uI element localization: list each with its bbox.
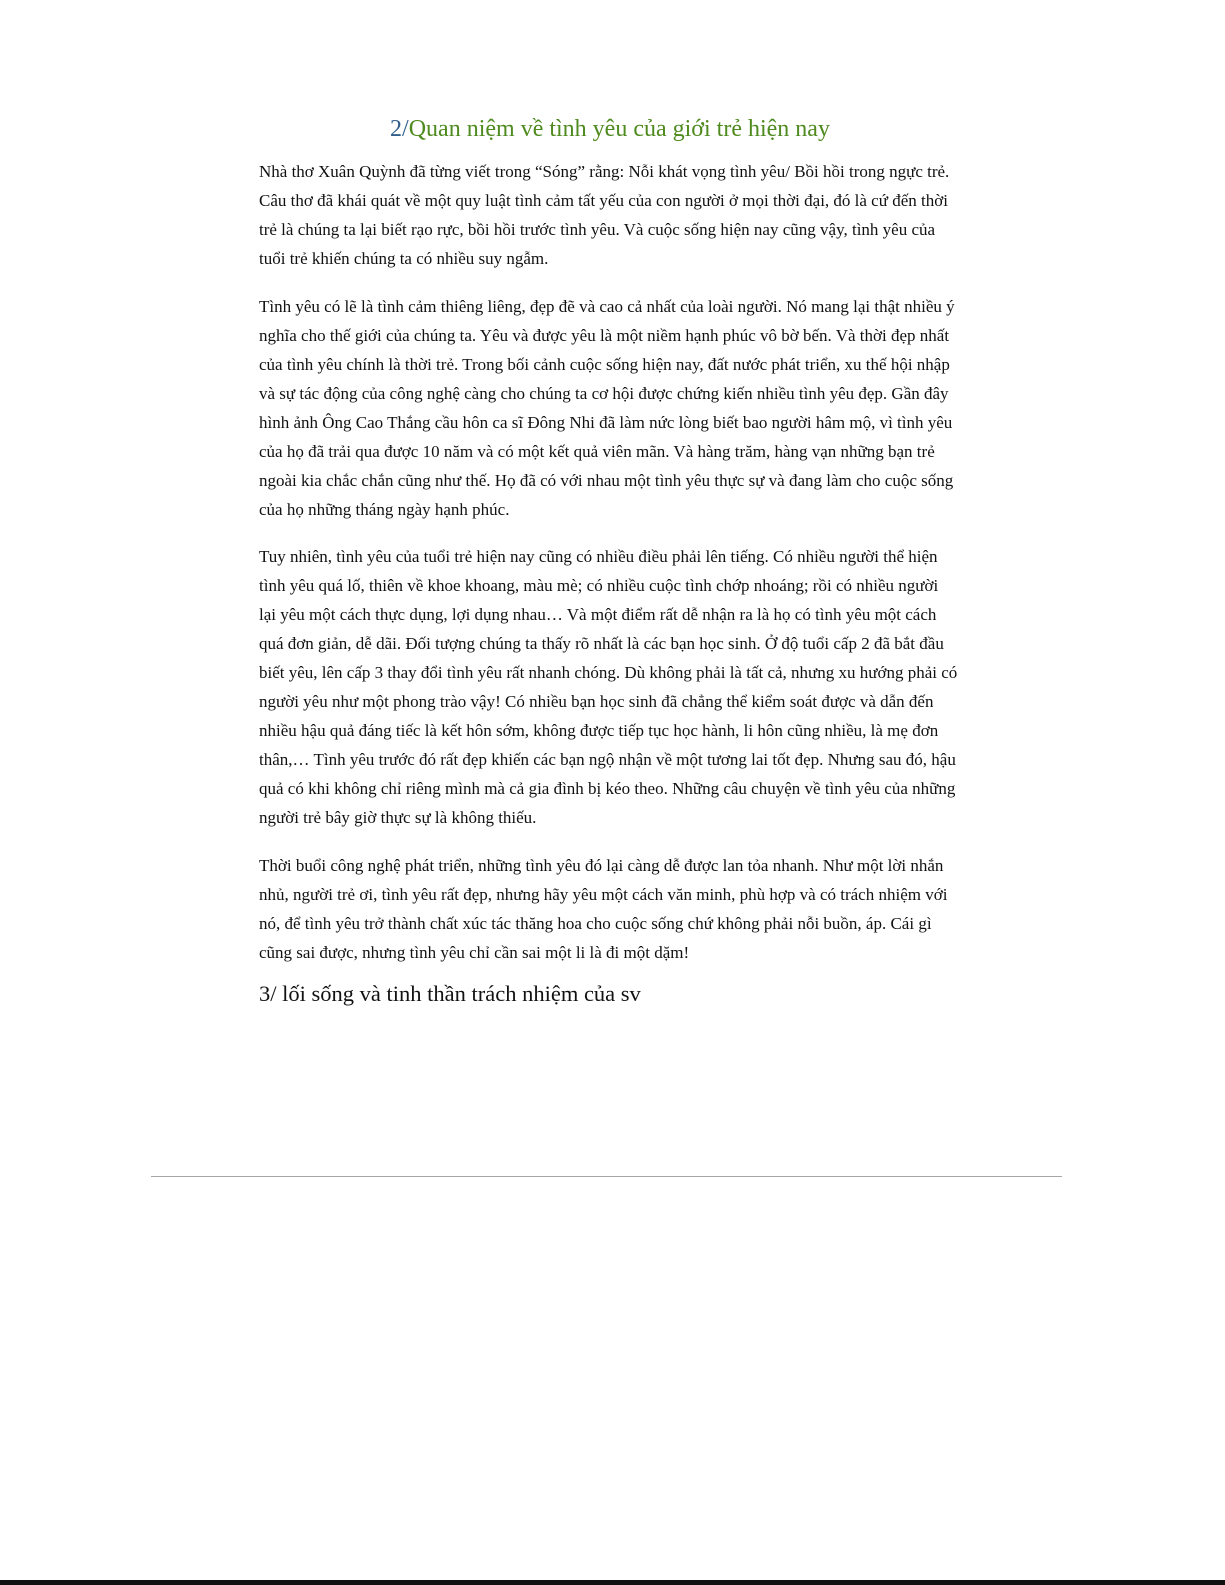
- bottom-edge-bar: [0, 1580, 1225, 1585]
- section-heading-text: Quan niệm về tình yêu của giới trẻ hiện nay: [408, 116, 830, 142]
- next-section-heading: 3/ lối sống và tinh thần trách nhiệm của sv: [259, 981, 641, 1006]
- section-heading-number: 2/: [390, 116, 409, 142]
- document-body: [259, 157, 959, 1019]
- page-separator: [151, 1176, 1062, 1177]
- section-heading: [260, 112, 960, 146]
- paragraph-concerns: Tuy nhiên, tình yêu của tuổi trẻ hiện nay cũng có nhiều điều phải lên tiếng. Có nhiều người thể hiện tình yêu quá lố, thiên về khoe khoang, màu mè; có nhiều cuộc tình chớp nhoáng; rồi có nhiều người lại yêu một cách thực dụng, lợi dụng nhau… Và một điểm rất dễ nhận ra là họ có tình yêu một cách quá đơn giản, dễ dãi. Đối tượng chúng ta thấy rõ nhất là các bạn học sinh. Ở độ tuổi cấp 2 đã bắt đầu biết yêu, lên cấp 3 thay đổi tình yêu rất nhanh chóng. Dù không phải là tất cả, nhưng xu hướng phải có người yêu như một phong trào vậy! Có nhiều bạn học sinh đã chẳng thể kiểm soát được và dẫn đến nhiều hậu quả đáng tiếc là kết hôn sớm, không được tiếp tục học hành, li hôn cũng nhiều, là mẹ đơn thân,… Tình yêu trước đó rất đẹp khiến các bạn ngộ nhận về một tương lai tốt đẹp. Nhưng sau đó, hậu quả có khi không chỉ riêng mình mà cả gia đình bị kéo theo. Những câu chuyện về tình yêu của những người trẻ bây giờ thực sự là không thiếu.: [259, 547, 958, 827]
- paragraph-love-meaning: Tình yêu có lẽ là tình cảm thiêng liêng, đẹp đẽ và cao cả nhất của loài người. Nó mang lại thật nhiều ý nghĩa cho thế giới của chúng ta. Yêu và được yêu là một niềm hạnh phúc vô bờ bến. Và thời đẹp nhất của tình yêu chính là thời trẻ. Trong bối cảnh cuộc sống hiện nay, đất nước phát triển, xu thế hội nhập và sự tác động của công nghệ càng cho chúng ta cơ hội được chứng kiến nhiều tình yêu đẹp. Gần đây hình ảnh Ông Cao Thắng cầu hôn ca sĩ Đông Nhi đã làm nức lòng biết bao người hâm mộ, vì tình yêu của họ đã trải qua được 10 năm và có một kết quả viên mãn. Và hàng trăm, hàng vạn những bạn trẻ ngoài kia chắc chắn cũng như thế. Họ đã có với nhau một tình yêu thực sự và đang làm cho cuộc sống của họ những tháng ngày hạnh phúc.: [259, 296, 955, 519]
- paragraph-intro: Nhà thơ Xuân Quỳnh đã từng viết trong “Sóng” rằng: Nỗi khát vọng tình yêu/ Bồi hồi trong ngực trẻ. Câu thơ đã khái quát về một quy luật tình cảm tất yếu của con người ở mọi thời đại, đó là cứ đến thời trẻ là chúng ta lại biết rạo rực, bồi hồi trước tình yêu. Và cuộc sống hiện nay cũng vậy, tình yêu của tuổi trẻ khiến chúng ta có nhiều suy ngẫm.: [259, 162, 950, 268]
- paragraph-advice: Thời buổi công nghệ phát triển, những tình yêu đó lại càng dễ được lan tỏa nhanh. Như một lời nhắn nhủ, người trẻ ơi, tình yêu rất đẹp, nhưng hãy yêu một cách văn minh, phù hợp và có trách nhiệm với nó, để tình yêu trở thành chất xúc tác thăng hoa cho cuộc sống chứ không phải nỗi buồn, áp. Cái gì cũng sai được, nhưng tình yêu chỉ cần sai một li là đi một dặm!: [259, 855, 948, 962]
